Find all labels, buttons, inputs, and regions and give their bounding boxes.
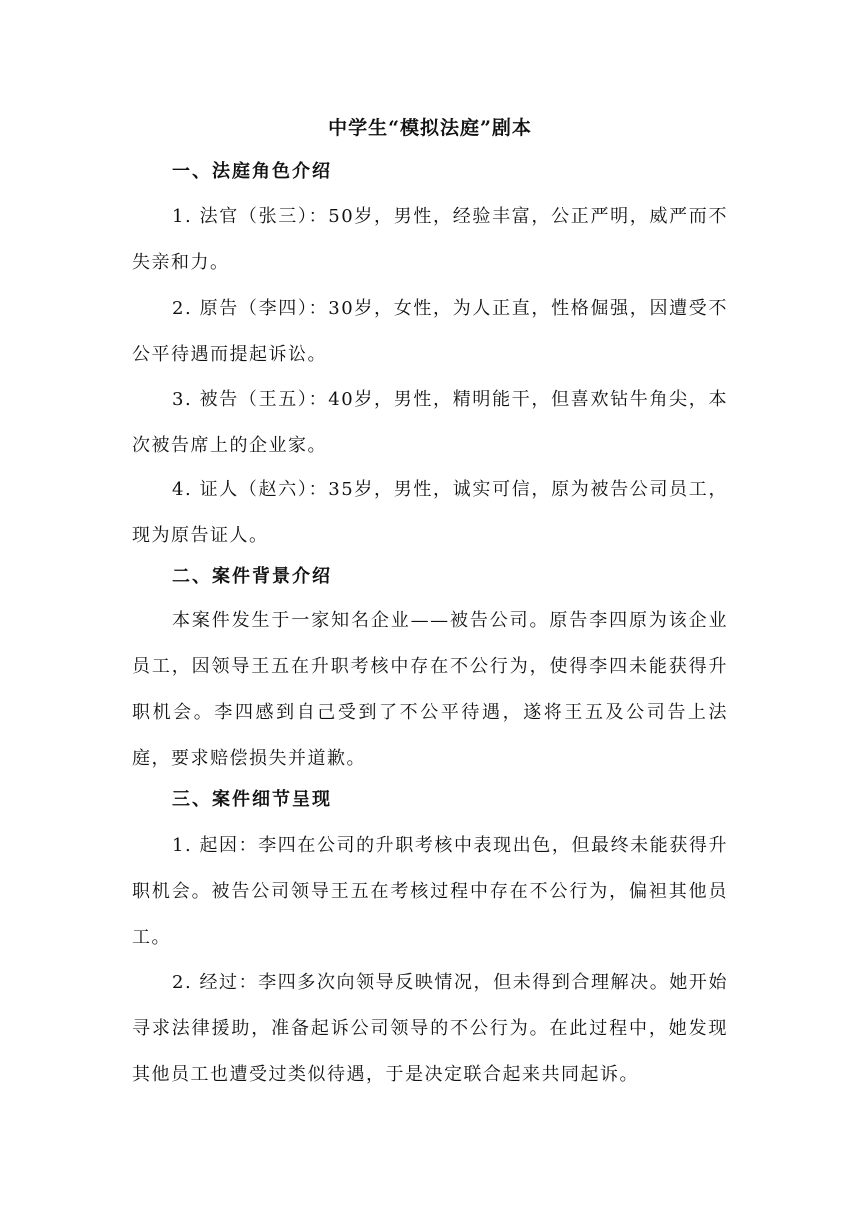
paragraph-defendant: 3. 被告（王五）：40岁，男性，精明能干，但喜欢钻牛角尖，本次被告席上的企业家。 [132, 389, 728, 456]
paragraph-witness: 4. 证人（赵六）：35岁，男性，诚实可信，原为被告公司员工，现为原告证人。 [132, 479, 728, 546]
paragraph-cause: 1. 起因：李四在公司的升职考核中表现出色，但最终未能获得升职机会。被告公司领导王五在考核过程中存在不公行为，偏袒其他员工。 [132, 835, 728, 948]
paragraph-plaintiff: 2. 原告（李四）：30岁，女性，为人正直，性格倔强，因遭受不公平待遇而提起诉讼。 [132, 298, 728, 365]
paragraph-process: 2. 经过：李四多次向领导反映情况，但未得到合理解决。她开始寻求法律援助，准备起诉公司领导的不公行为。在此过程中，她发现其他员工也遭受过类似待遇，于是决定联合起来共同起诉。 [132, 972, 728, 1085]
paragraph-background: 本案件发生于一家知名企业——被告公司。原告李四原为该企业员工，因领导王五在升职考核中存在不公行为，使得李四未能获得升职机会。李四感到自己受到了不公平待遇，遂将王五及公司告上法庭，要求赔偿损失并道歉。 [132, 610, 728, 769]
section-heading-background: 二、案件背景介绍 [172, 566, 332, 587]
document-title: 中学生“模拟法庭”剧本 [328, 117, 532, 139]
paragraph-judge: 1. 法官（张三）：50岁，男性，经验丰富，公正严明，威严而不失亲和力。 [132, 206, 728, 273]
section-heading-roles: 一、法庭角色介绍 [172, 161, 332, 182]
section-heading-details: 三、案件细节呈现 [172, 789, 332, 810]
